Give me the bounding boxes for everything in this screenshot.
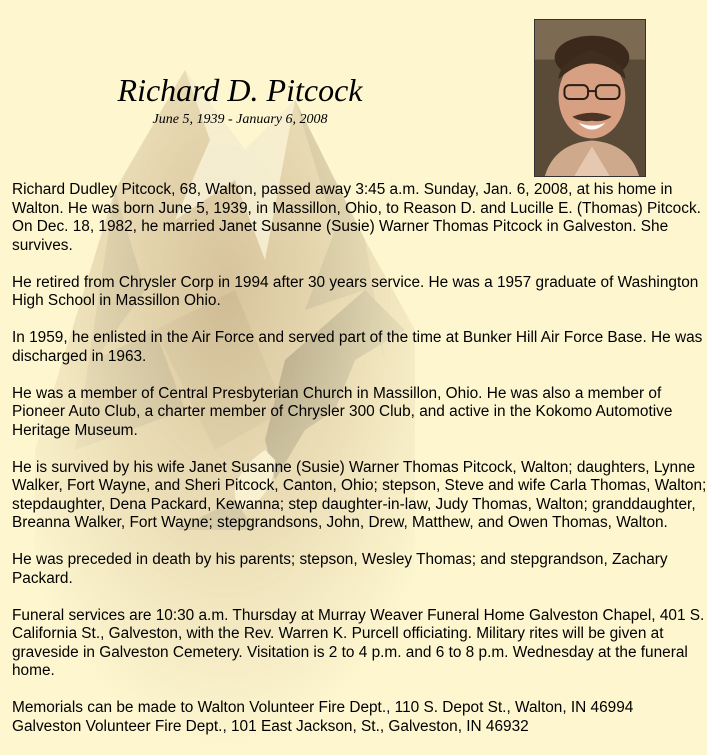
deceased-name: Richard D. Pitcock (117, 72, 363, 108)
paragraph-memorials (12, 699, 707, 736)
obituary-body (12, 181, 707, 755)
paragraph-preceded: He was preceded in death by his parents; stepson, Wesley Thomas; and stepgrandson, Zachary Packard. (12, 551, 668, 587)
paragraph-services: Funeral services are 10:30 a.m. Thursday at Murray Weaver Funeral Home Galveston Chapel, 401 S. California St., Galveston, with the Rev. Warren K. Purcell officiating. Military rites will be given at graveside in Galveston Cemetery. Visitation is 2 to 4 p.m. and 6 to 8 p.m. Wednesday at the funeral home. (12, 606, 705, 679)
paragraph-intro: Richard Dudley Pitcock, 68, Walton, passed away 3:45 a.m. Sunday, Jan. 6, 2008, at his home in Walton. He was born June 5, 1939, in Massillon, Ohio, to Reason D. and Lucille E. (Thomas) Pitcock. On Dec. 18, 1982, he married Janet Susanne (Susie) Warner Thomas Pitcock in Galveston. She survives. (12, 181, 701, 254)
paragraph-military: In 1959, he enlisted in the Air Force and served part of the time at Bunker Hill Air Force Base. He was discharged in 1963. (12, 329, 703, 365)
title-block (90, 72, 390, 130)
portrait-photo (534, 19, 646, 177)
paragraph-survivors: He is survived by his wife Janet Susanne (Susie) Warner Thomas Pitcock, Walton; daughters, Lynne Walker, Fort Wayne, and Sheri Pitcock, Canton, Ohio; stepson, Steve and wife Carla Thomas, Walton; stepdaughter, Dena Packard, Kewanna; step daughter-in-law, Judy Thomas, Walton; granddaughter, Breanna Walker, Fort Wayne; stepgrandsons, John, Drew, Matthew, and Owen Thomas, Walton. (12, 458, 707, 531)
memorial-line-walton: Memorials can be made to Walton Volunteer Fire Dept., 110 S. Depot St., Walton, IN 46994 (12, 699, 634, 716)
memorial-line-galveston: Galveston Volunteer Fire Dept., 101 East Jackson, St., Galveston, IN 46932 (12, 717, 529, 735)
life-dates: June 5, 1939 - January 6, 2008 (152, 112, 328, 127)
paragraph-memberships: He was a member of Central Presbyterian Church in Massillon, Ohio. He was also a member of Pioneer Auto Club, a charter member of Chrysler 300 Club, and active in the Kokomo Automotive Heritage Museum. (12, 384, 673, 439)
paragraph-career: He retired from Chrysler Corp in 1994 after 30 years service. He was a 1957 graduate of Washington High School in Massillon Ohio. (12, 273, 699, 309)
